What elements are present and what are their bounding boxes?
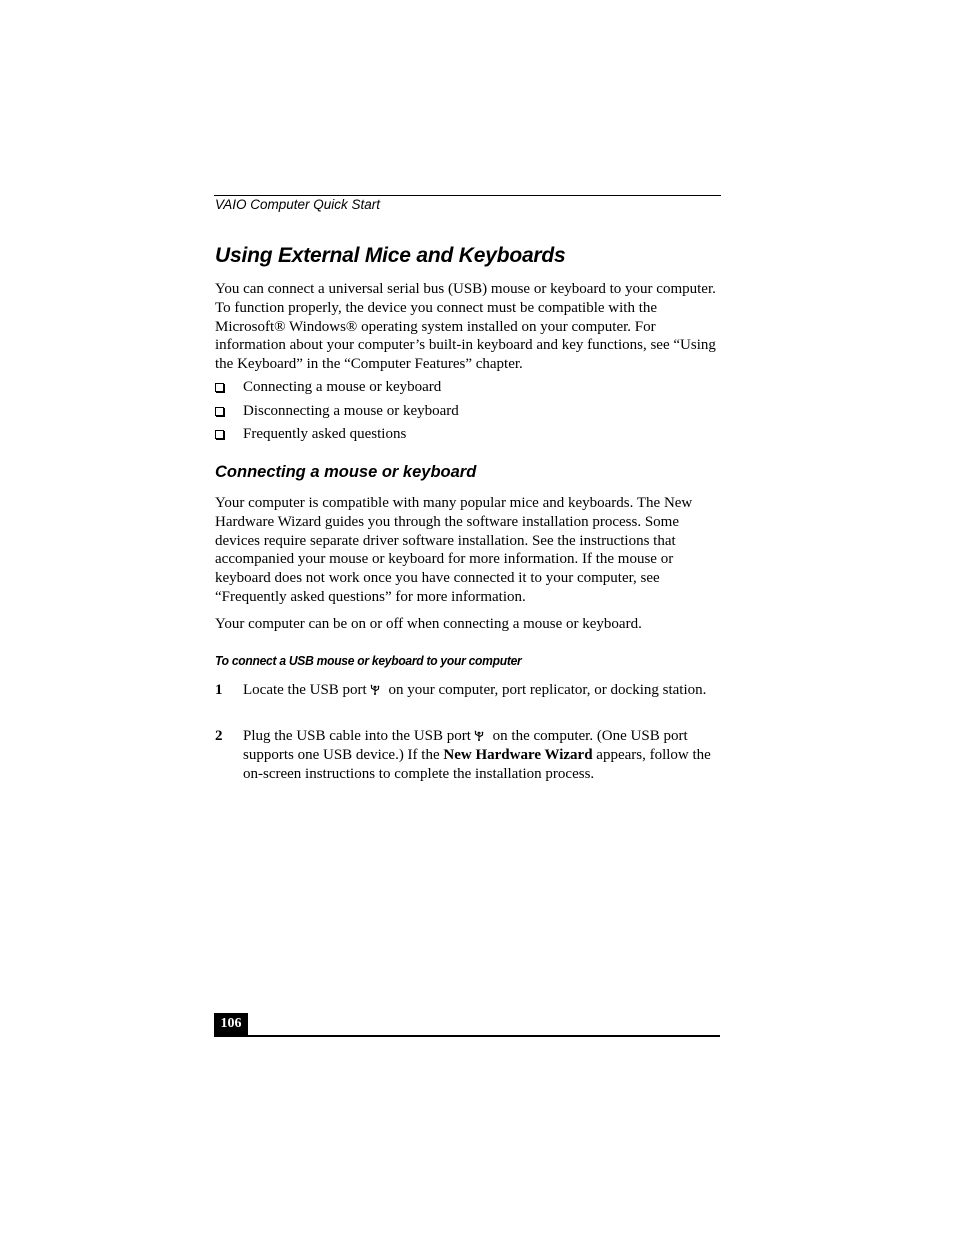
list-item: Connecting a mouse or keyboard xyxy=(215,378,721,402)
step-number: 1 xyxy=(215,682,223,698)
wizard-name: New Hardware Wizard xyxy=(443,746,593,763)
checkbox-bullet-icon xyxy=(215,407,224,416)
step-item: 2 Plug the USB cable into the USB port on the computer. (One USB port supports one USB device.) If the New Hardware Wizard appears, follow the on-screen instructions to complete the installation process. xyxy=(215,728,711,782)
page-number: 106 xyxy=(214,1013,248,1035)
header-rule xyxy=(214,195,721,196)
subsection-title: Connecting a mouse or keyboard xyxy=(215,463,477,481)
usb-icon xyxy=(473,729,485,741)
intro-paragraph: You can connect a universal serial bus (USB) mouse or keyboard to your computer. To function properly, the device you connect must be compatible with the Microsoft® Windows® operating system installed on your computer. For information about your computer’s built-in keyboard and key functions, see “Using the Keyboard” in the “Computer Features” chapter. xyxy=(215,281,716,373)
power-paragraph: Your computer can be on or off when connecting a mouse or keyboard. xyxy=(215,616,642,632)
step-item: 1 Locate the USB port on your computer, port replicator, or docking station. xyxy=(215,682,707,698)
checkbox-bullet-icon xyxy=(215,430,224,439)
usb-icon xyxy=(369,683,381,695)
procedure-title: To connect a USB mouse or keyboard to your computer xyxy=(215,653,522,668)
topic-list xyxy=(215,378,721,449)
step-number: 2 xyxy=(215,728,223,744)
footer-rule xyxy=(214,1035,720,1037)
list-item: Disconnecting a mouse or keyboard xyxy=(215,402,721,426)
checkbox-bullet-icon xyxy=(215,383,224,392)
list-item: Frequently asked questions xyxy=(215,425,721,449)
section-title: Using External Mice and Keyboards xyxy=(215,244,566,267)
compatibility-paragraph: Your computer is compatible with many popular mice and keyboards. The New Hardware Wizard guides you through the software installation process. Some devices require separate driver software installation. See the instructions that accompanied your mouse or keyboard for more information. If the mouse or keyboard does not work once you have connected it to your computer, see “Frequently asked questions” for more information. xyxy=(215,495,693,605)
running-head: VAIO Computer Quick Start xyxy=(215,197,381,212)
